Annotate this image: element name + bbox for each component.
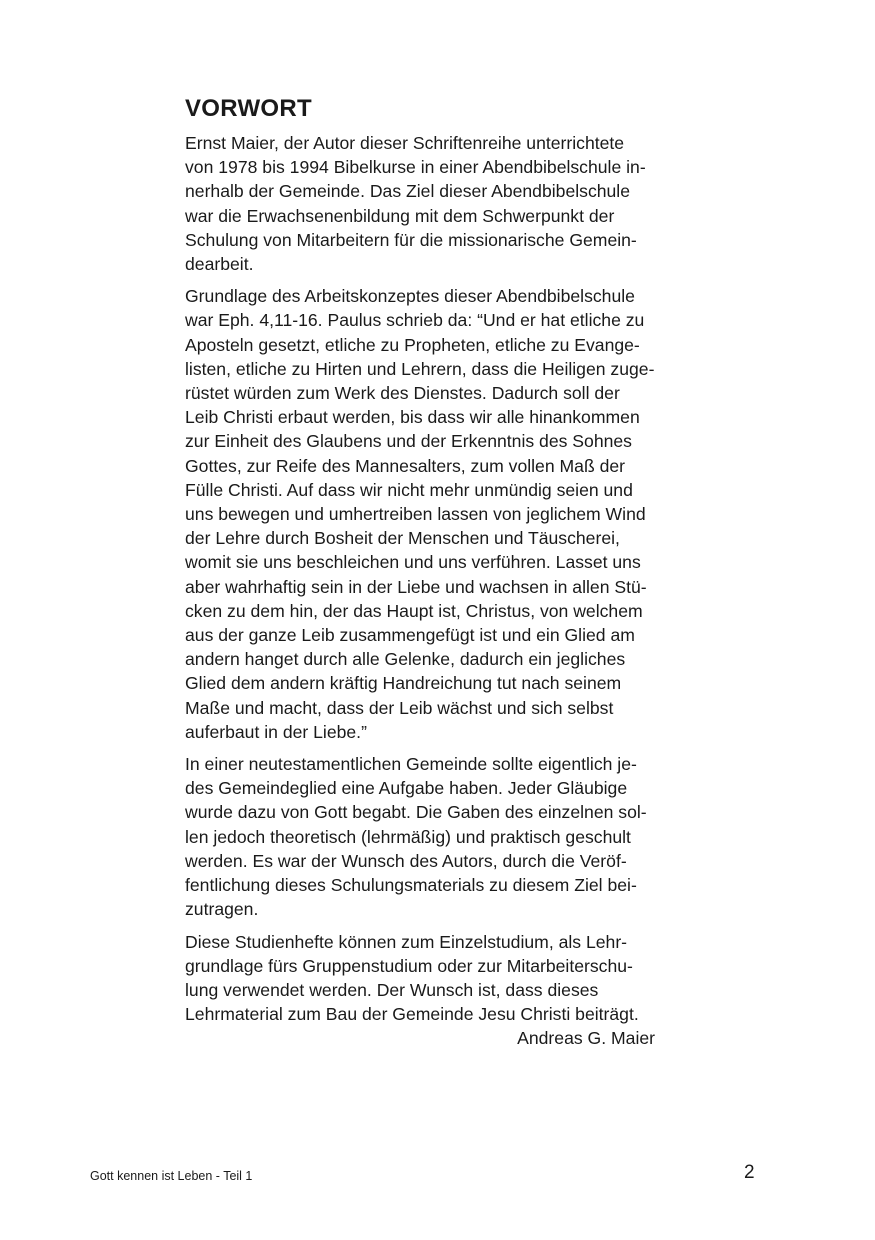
text-line: grundlage fürs Gruppenstudium oder zur Mitarbeiterschu- — [185, 955, 633, 976]
text-line: war Eph. 4,11-16. Paulus schrieb da: “Und er hat etliche zu — [185, 310, 645, 331]
text-line: Grundlage des Arbeitskonzeptes dieser Abendbibelschule — [185, 286, 635, 307]
text-line: cken zu dem hin, der das Haupt ist, Christus, von welchem — [185, 600, 643, 621]
signature: Andreas G. Maier — [517, 1028, 655, 1049]
text-line: andern hanget durch alle Gelenke, dadurch ein jegliches — [185, 649, 626, 670]
text-line: zur Einheit des Glaubens und der Erkenntnis des Sohnes — [185, 431, 632, 452]
text-line: Aposteln gesetzt, etliche zu Propheten, etliche zu Evange- — [185, 334, 640, 355]
footer-series-title: Gott kennen ist Leben - Teil 1 — [90, 1169, 253, 1183]
text-line: aber wahrhaftig sein in der Liebe und wachsen in allen Stü- — [185, 576, 647, 597]
text-line: listen, etliche zu Hirten und Lehrern, dass die Heiligen zuge- — [185, 358, 655, 379]
text-line: zutragen. — [185, 899, 259, 920]
text-line: Leib Christi erbaut werden, bis dass wir alle hinankommen — [185, 407, 640, 428]
text-line: des Gemeindeglied eine Aufgabe haben. Jeder Gläubige — [185, 778, 628, 799]
text-line: uns bewegen und umhertreiben lassen von jeglichem Wind — [185, 504, 646, 525]
text-line: Ernst Maier, der Autor dieser Schriftenreihe unterrichtete — [185, 133, 625, 153]
text-line: Schulung von Mitarbeitern für die missionarische Gemein- — [185, 229, 637, 250]
text-line: Lehrmaterial zum Bau der Gemeinde Jesu Christi beiträgt. — [185, 1004, 639, 1025]
text-line: Maße und macht, dass der Leib wächst und sich selbst — [185, 697, 614, 718]
text-line: aus der ganze Leib zusammengefügt ist und ein Glied am — [185, 625, 635, 646]
text-line: wurde dazu von Gott begabt. Die Gaben des einzelnen sol- — [185, 802, 647, 823]
text-line: war die Erwachsenenbildung mit dem Schwerpunkt der — [185, 205, 615, 226]
text-line: lung verwendet werden. Der Wunsch ist, dass dieses — [185, 979, 599, 1000]
text-line: Fülle Christi. Auf dass wir nicht mehr unmündig seien und — [185, 479, 633, 500]
text-line: Gottes, zur Reife des Mannesalters, zum vollen Maß der — [185, 455, 626, 476]
paragraph-3 — [185, 752, 655, 921]
text-line: In einer neutestamentlichen Gemeinde sollte eigentlich je- — [185, 754, 637, 775]
text-line: womit sie uns beschleichen und uns verführen. Lasset uns — [185, 552, 641, 573]
paragraph-2 — [185, 284, 655, 744]
text-line: dearbeit. — [185, 254, 254, 275]
text-line: nerhalb der Gemeinde. Das Ziel dieser Abendbibelschule — [185, 181, 630, 202]
text-line: len jedoch theoretisch (lehrmäßig) und praktisch geschult — [185, 826, 631, 847]
page-number: 2 — [744, 1162, 755, 1183]
text-line: rüstet würden zum Werk des Dienstes. Dadurch soll der — [185, 383, 620, 404]
paragraph-4 — [185, 930, 655, 1027]
text-line: fentlichung dieses Schulungsmaterials zu diesem Ziel bei- — [185, 875, 637, 896]
text-line: auferbaut in der Liebe.” — [185, 721, 367, 742]
text-line: Diese Studienhefte können zum Einzelstudium, als Lehr- — [185, 931, 628, 952]
page-heading: VORWORT — [185, 95, 312, 122]
text-line: der Lehre durch Bosheit der Menschen und Täuscherei, — [185, 528, 620, 549]
text-line: Glied dem andern kräftig Handreichung tut nach seinem — [185, 673, 622, 694]
paragraph-1 — [185, 131, 655, 276]
text-line: von 1978 bis 1994 Bibelkurse in einer Abendbibelschule in- — [185, 157, 646, 178]
body-text — [185, 131, 655, 1051]
text-line: werden. Es war der Wunsch des Autors, durch die Veröf- — [185, 850, 627, 871]
